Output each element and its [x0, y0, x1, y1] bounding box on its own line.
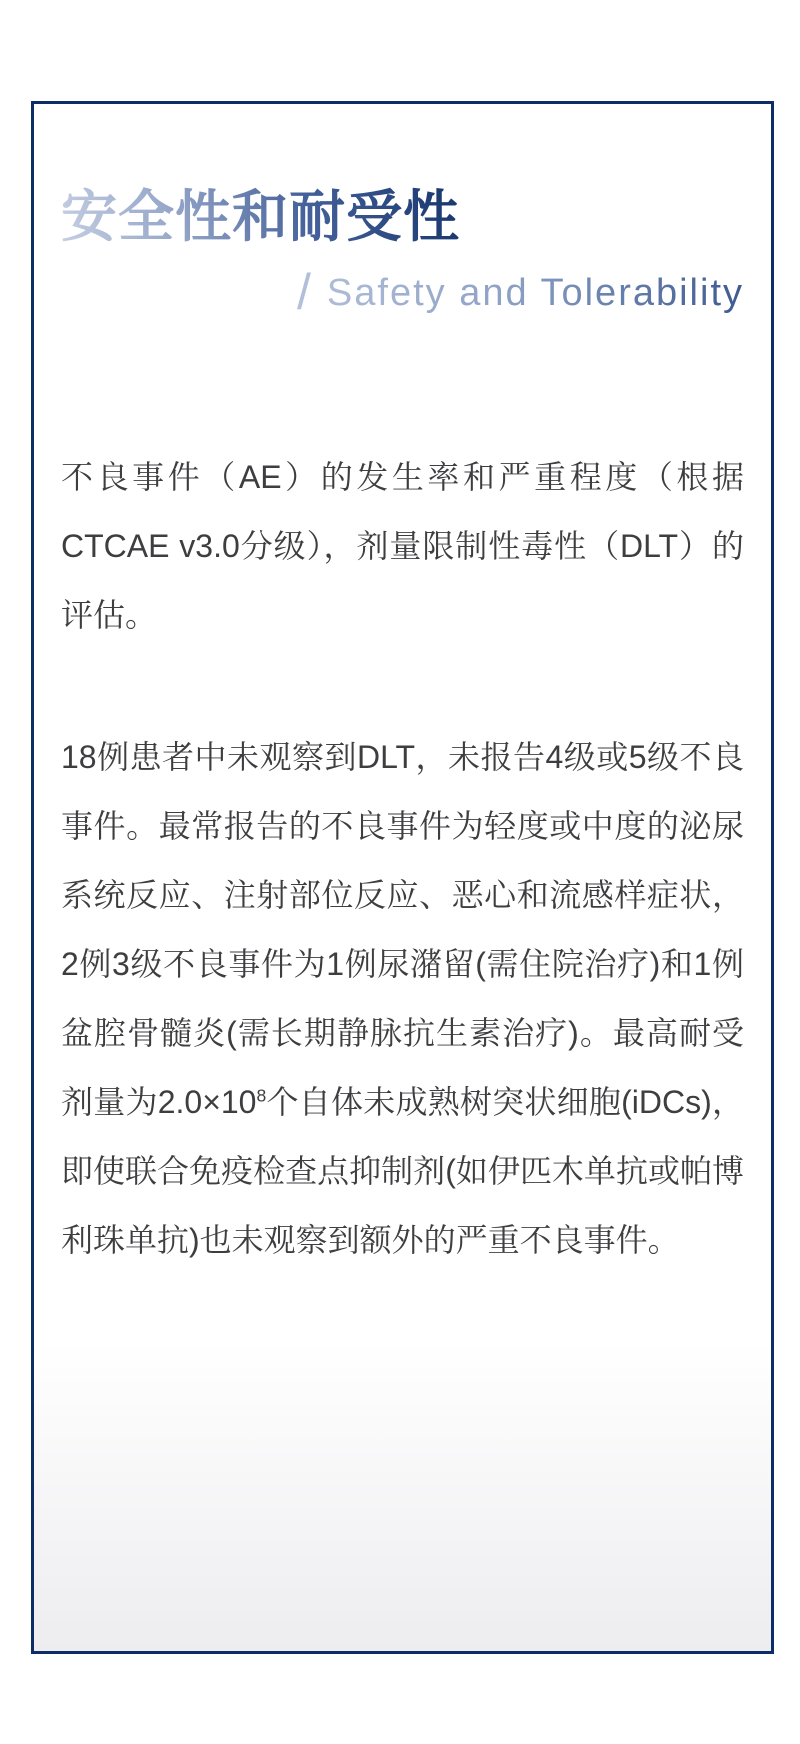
subtitle-text: Safety and Tolerability	[326, 272, 744, 314]
content-card	[31, 101, 774, 1654]
paragraph-safety-results-text-continued: 个自体未成熟树突状细胞(iDCs)，即使联合免疫检查点抑制剂(如伊匹木单抗或帕博利珠单抗)也未观察到额外的严重不良事件。	[61, 1084, 744, 1258]
paragraph-safety-evaluation: 不良事件（AE）的发生率和严重程度（根据CTCAE v3.0分级），剂量限制性毒性（DLT）的评估。	[61, 459, 744, 633]
section-title: 安全性和耐受性	[61, 185, 460, 248]
superscript-exponent: 8	[256, 1085, 267, 1106]
paragraph-safety-results	[61, 723, 744, 1275]
section-subtitle-row	[61, 264, 744, 321]
paragraph-safety-results-text: 18例患者中未观察到DLT，未报告4级或5级不良事件。最常报告的不良事件为轻度或中度的泌尿系统反应、注射部位反应、恶心和流感样症状，2例3级不良事件为1例尿潴留(需住院治疗)和1例盆腔骨髓炎(需长期静脉抗生素治疗)。最高耐受剂量为2.0×10	[61, 739, 744, 1120]
subtitle-slash: /	[297, 264, 313, 320]
section-subtitle	[297, 264, 744, 321]
